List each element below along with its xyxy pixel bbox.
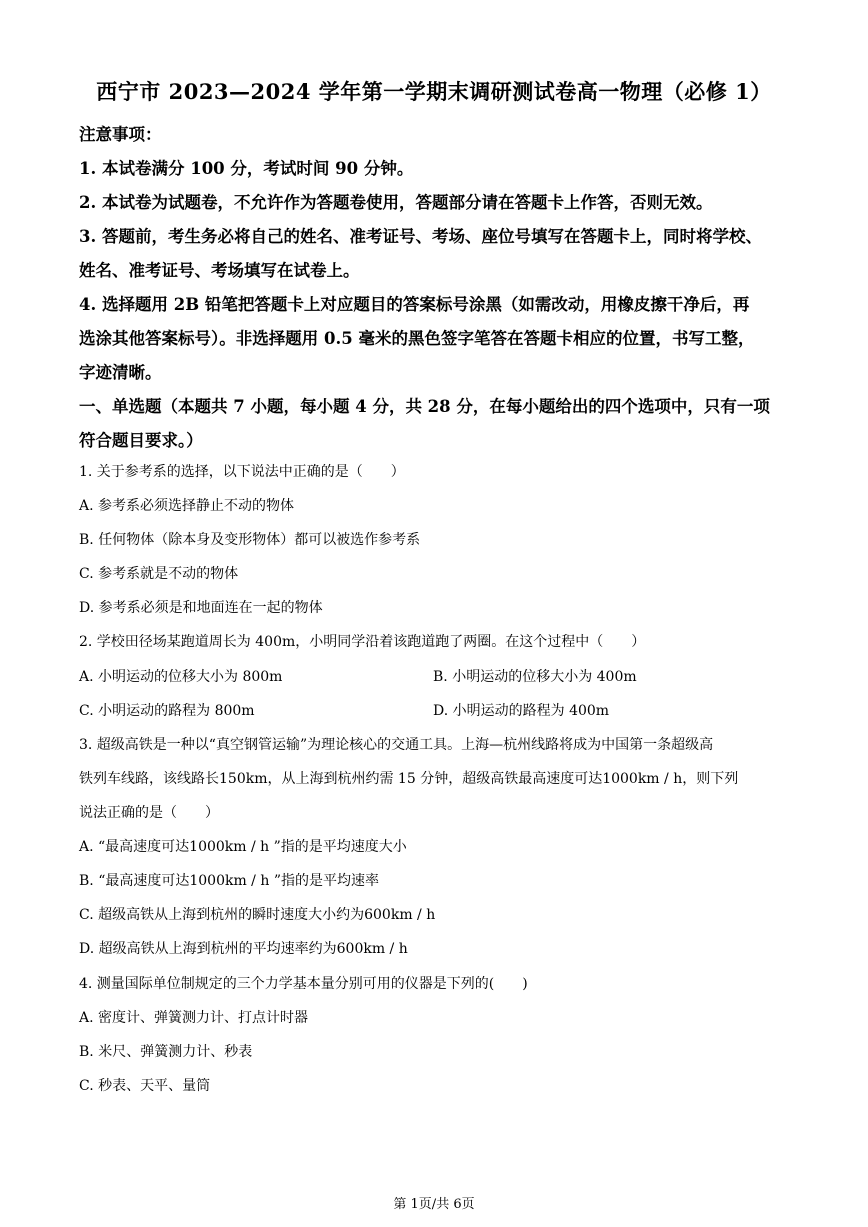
question-4-stem: 4. 测量国际单位制规定的三个力学基本量分别可用的仪器是下列的( )	[79, 976, 528, 992]
notice-item: 选涂其他答案标号）。非选择题用 0.5 毫米的黑色签字笔答在答题卡相应的位置，书写工整，	[79, 329, 755, 348]
question-3-option-c: C. 超级高铁从上海到杭州的瞬时速度大小约为600km / h	[79, 907, 436, 923]
notice-item: 4. 选择题用 2B 铅笔把答题卡上对应题目的答案标号涂黑（如需改动，用橡皮擦干净后，再	[79, 295, 750, 314]
question-3-option-a: A. “最高速度可达1000km / h ”指的是平均速度大小	[79, 839, 407, 855]
question-2-stem: 2. 学校田径场某跑道周长为 400m，小明同学沿着该跑道跑了两圈。在这个过程中（ ）	[79, 634, 646, 650]
notice-item: 字迹清晰。	[79, 363, 162, 382]
notice-item: 2. 本试卷为试题卷，不允许作为答题卷使用，答题部分请在答题卡上作答，否则无效。	[79, 193, 713, 212]
question-2-option-a: A. 小明运动的位移大小为 800m	[79, 669, 283, 685]
section-heading-cont: 符合题目要求。）	[79, 431, 203, 450]
notice-item: 姓名、准考证号、考场填写在试卷上。	[79, 261, 360, 280]
question-3-stem-line: 铁列车线路，该线路长150km，从上海到杭州约需 15 分钟，超级高铁最高速度可达1000km / h，则下列	[79, 771, 739, 787]
question-1-option-d: D. 参考系必须是和地面连在一起的物体	[79, 600, 323, 616]
page-title: 西宁市 2023—2024 学年第一学期末调研测试卷高一物理（必修 1）	[96, 79, 772, 104]
question-3-option-d: D. 超级高铁从上海到杭州的平均速率约为600km / h	[79, 941, 408, 957]
question-2-option-b: B. 小明运动的位移大小为 400m	[433, 669, 637, 685]
question-1-option-c: C. 参考系就是不动的物体	[79, 566, 239, 582]
question-3-option-b: B. “最高速度可达1000km / h ”指的是平均速率	[79, 873, 379, 889]
page-footer: 第 1页/共 6页	[393, 1197, 475, 1212]
section-heading: 一、单选题（本题共 7 小题，每小题 4 分，共 28 分，在每小题给出的四个选项中，只有一项	[79, 397, 770, 416]
question-1-stem: 1. 关于参考系的选择，以下说法中正确的是（ ）	[79, 464, 405, 480]
notice-item: 3. 答题前，考生务必将自己的姓名、准考证号、考场、座位号填写在答题卡上，同时将学校、	[79, 227, 762, 246]
question-4-option-b: B. 米尺、弹簧测力计、秒表	[79, 1044, 253, 1060]
question-3-stem-line: 3. 超级高铁是一种以“真空钢管运输”为理论核心的交通工具。上海—杭州线路将成为中国第一条超级高	[79, 737, 714, 753]
notice-item: 1. 本试卷满分 100 分，考试时间 90 分钟。	[79, 159, 414, 178]
question-4-option-a: A. 密度计、弹簧测力计、打点计时器	[79, 1010, 309, 1026]
question-4-option-c: C. 秒表、天平、量筒	[79, 1078, 211, 1094]
question-1-option-b: B. 任何物体（除本身及变形物体）都可以被选作参考系	[79, 532, 421, 548]
question-3-stem-line: 说法正确的是（ ）	[79, 805, 219, 821]
question-1-option-a: A. 参考系必须选择静止不动的物体	[79, 498, 295, 514]
question-2-option-c: C. 小明运动的路程为 800m	[79, 703, 255, 719]
question-2-option-d: D. 小明运动的路程为 400m	[433, 703, 610, 719]
notice-heading: 注意事项：	[79, 125, 162, 144]
